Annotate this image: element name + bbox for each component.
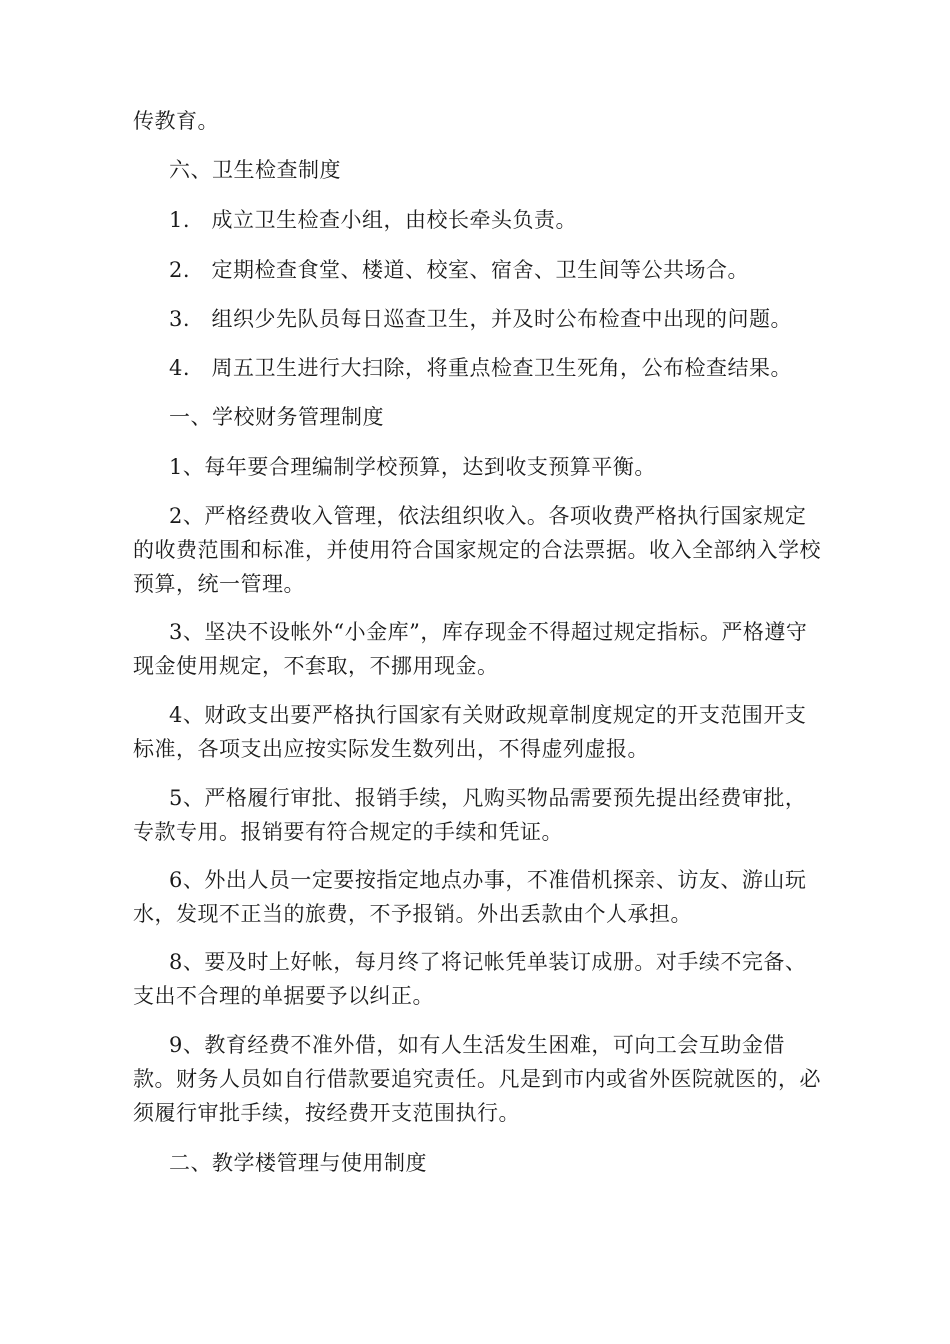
section-heading-hygiene: 六、卫生检查制度 [169, 158, 341, 182]
hygiene-item-1: 1. 成立卫生检查小组，由校长牵头负责。 [169, 208, 578, 232]
hygiene-item-4: 4. 周五卫生进行大扫除，将重点检查卫生死角，公布检查结果。 [169, 356, 793, 380]
hygiene-item-2: 2. 定期检查食堂、楼道、校室、宿舍、卫生间等公共场合。 [169, 258, 750, 282]
finance-item-2: 2、严格经费收入管理，依法组织收入。各项收费严格执行国家规定的收费范围和标准，并使用符合国家规定的合法票据。收入全部纳入学校预算，统一管理。 [133, 504, 821, 596]
finance-item-9: 9、教育经费不准外借，如有人生活发生困难，可向工会互助金借款。财务人员如自行借款要追究责任。凡是到市内或省外医院就医的，必须履行审批手续，按经费开支范围执行。 [133, 1033, 821, 1125]
finance-item-6: 6、外出人员一定要按指定地点办事，不准借机探亲、访友、游山玩水，发现不正当的旅费，不予报销。外出丢款由个人承担。 [133, 868, 807, 926]
finance-item-3: 3、坚决不设帐外“小金库”，库存现金不得超过规定指标。严格遵守现金使用规定，不套取，不挪用现金。 [133, 620, 808, 678]
paragraph-continuation: 传教育。 [133, 109, 219, 133]
section-heading-building: 二、教学楼管理与使用制度 [169, 1151, 427, 1175]
finance-item-5: 5、严格履行审批、报销手续，凡购买物品需要预先提出经费审批，专款专用。报销要有符合规定的手续和凭证。 [133, 786, 807, 844]
finance-item-8: 8、要及时上好帐，每月终了将记帐凭单装订成册。对手续不完备、支出不合理的单据要予以纠正。 [133, 950, 807, 1008]
finance-item-4: 4、财政支出要严格执行国家有关财政规章制度规定的开支范围开支标准，各项支出应按实际发生数列出，不得虚列虚报。 [133, 703, 807, 761]
hygiene-item-3: 3. 组织少先队员每日巡查卫生，并及时公布检查中出现的问题。 [169, 307, 793, 331]
section-heading-finance: 一、学校财务管理制度 [169, 405, 384, 429]
finance-item-1: 1、每年要合理编制学校预算，达到收支预算平衡。 [169, 455, 656, 479]
